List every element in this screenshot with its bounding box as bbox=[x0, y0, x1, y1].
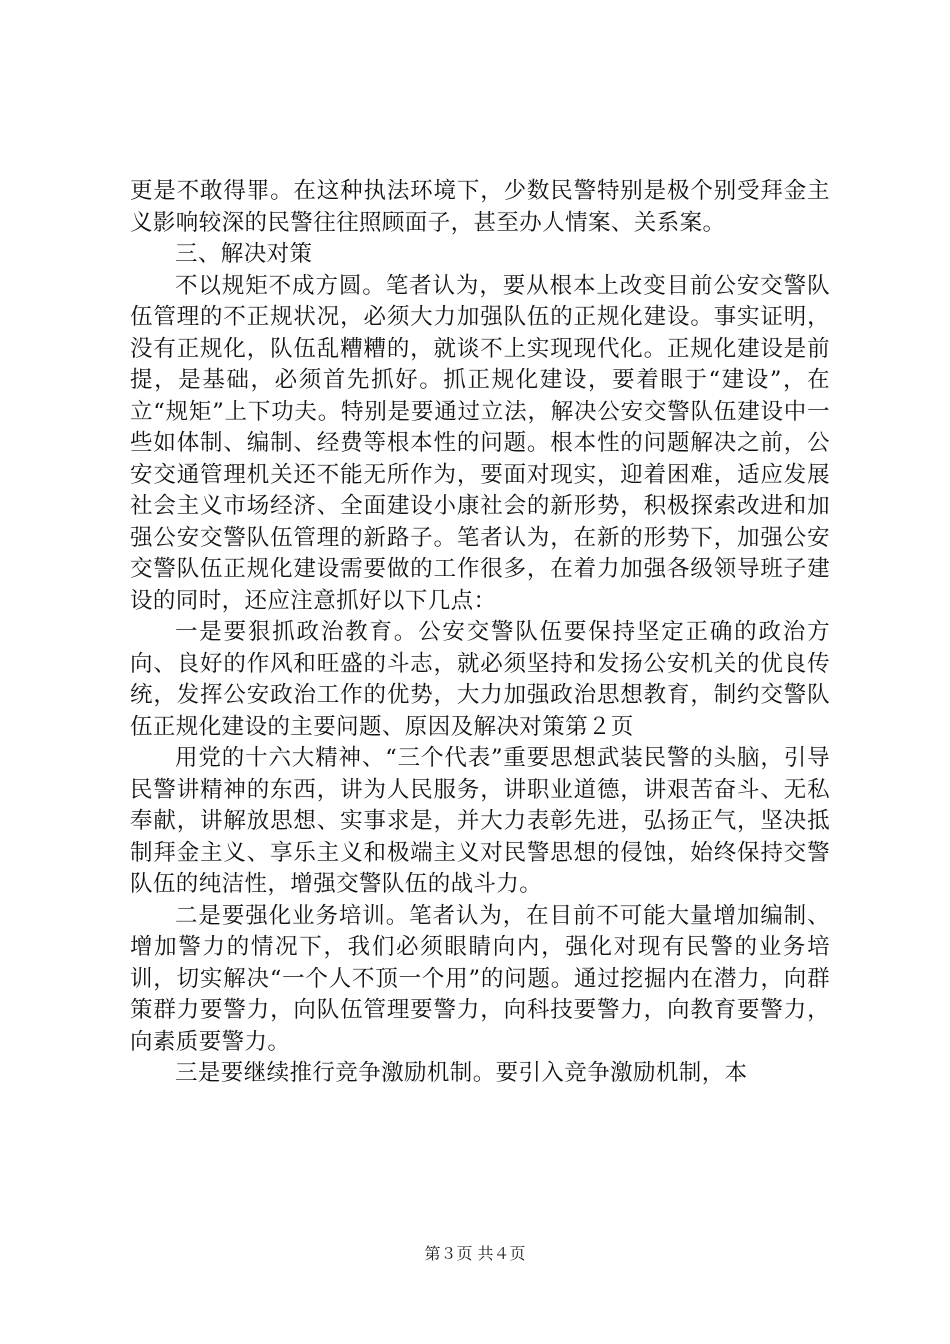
document-body bbox=[130, 176, 830, 1090]
paragraph-continuation: 更是不敢得罪。在这种执法环境下，少数民警特别是极个别受拜金主义影响较深的民警往往照顾面子，甚至办人情案、关系案。 bbox=[130, 178, 830, 236]
paragraph: 一是要狠抓政治教育。公安交警队伍要保持坚定正确的政治方向、良好的作风和旺盛的斗志，就必须坚持和发扬公安机关的优良传统，发挥公安政治工作的优势，大力加强政治思想教育，制约交警队伍正规化建设的主要问题、原因及解决对策第２页 bbox=[130, 619, 830, 740]
paragraph: 不以规矩不成方圆。笔者认为，要从根本上改变目前公安交警队伍管理的不正规状况，必须大力加强队伍的正规化建设。事实证明，没有正规化，队伍乱糟糟的，就谈不上实现现代化。正规化建设是前提，是基础，必须首先抓好。抓正规化建设，要着眼于“建设”，在立“规矩”上下功夫。特别是要通过立法，解决公安交警队伍建设中一些如体制、编制、经费等根本性的问题。根本性的问题解决之前，公安交通管理机关还不能无所作为，要面对现实，迎着困难，适应发展社会主义市场经济、全面建设小康社会的新形势，积极探索改进和加强公安交警队伍管理的新路子。笔者认为，在新的形势下，加强公安交警队伍正规化建设需要做的工作很多，在着力加强各级领导班子建设的同时，还应注意抓好以下几点： bbox=[130, 272, 830, 614]
paragraph: 二是要强化业务培训。笔者认为，在目前不可能大量增加编制、增加警力的情况下，我们必须眼睛向内，强化对现有民警的业务培训，切实解决“一个人不顶一个用”的问题。通过挖掘内在潜力，向群策群力要警力，向队伍管理要警力，向科技要警力，向教育要警力，向素质要警力。 bbox=[130, 902, 830, 1055]
paragraph: 三是要继续推行竞争激励机制。要引入竞争激励机制，本 bbox=[175, 1060, 748, 1086]
section-heading: 三、解决对策 bbox=[175, 241, 313, 267]
page-footer bbox=[0, 1244, 950, 1264]
page-number: 第３页 共４页 bbox=[424, 1244, 526, 1263]
paragraph: 用党的十六大精神、“三个代表”重要思想武装民警的头脑，引导民警讲精神的东西，讲为人民服务，讲职业道德，讲艰苦奋斗、无私奉献，讲解放思想、实事求是，并大力表彰先进，弘扬正气，坚决抵制拜金主义、享乐主义和极端主义对民警思想的侵蚀，始终保持交警队伍的纯洁性，增强交警队伍的战斗力。 bbox=[130, 745, 830, 897]
